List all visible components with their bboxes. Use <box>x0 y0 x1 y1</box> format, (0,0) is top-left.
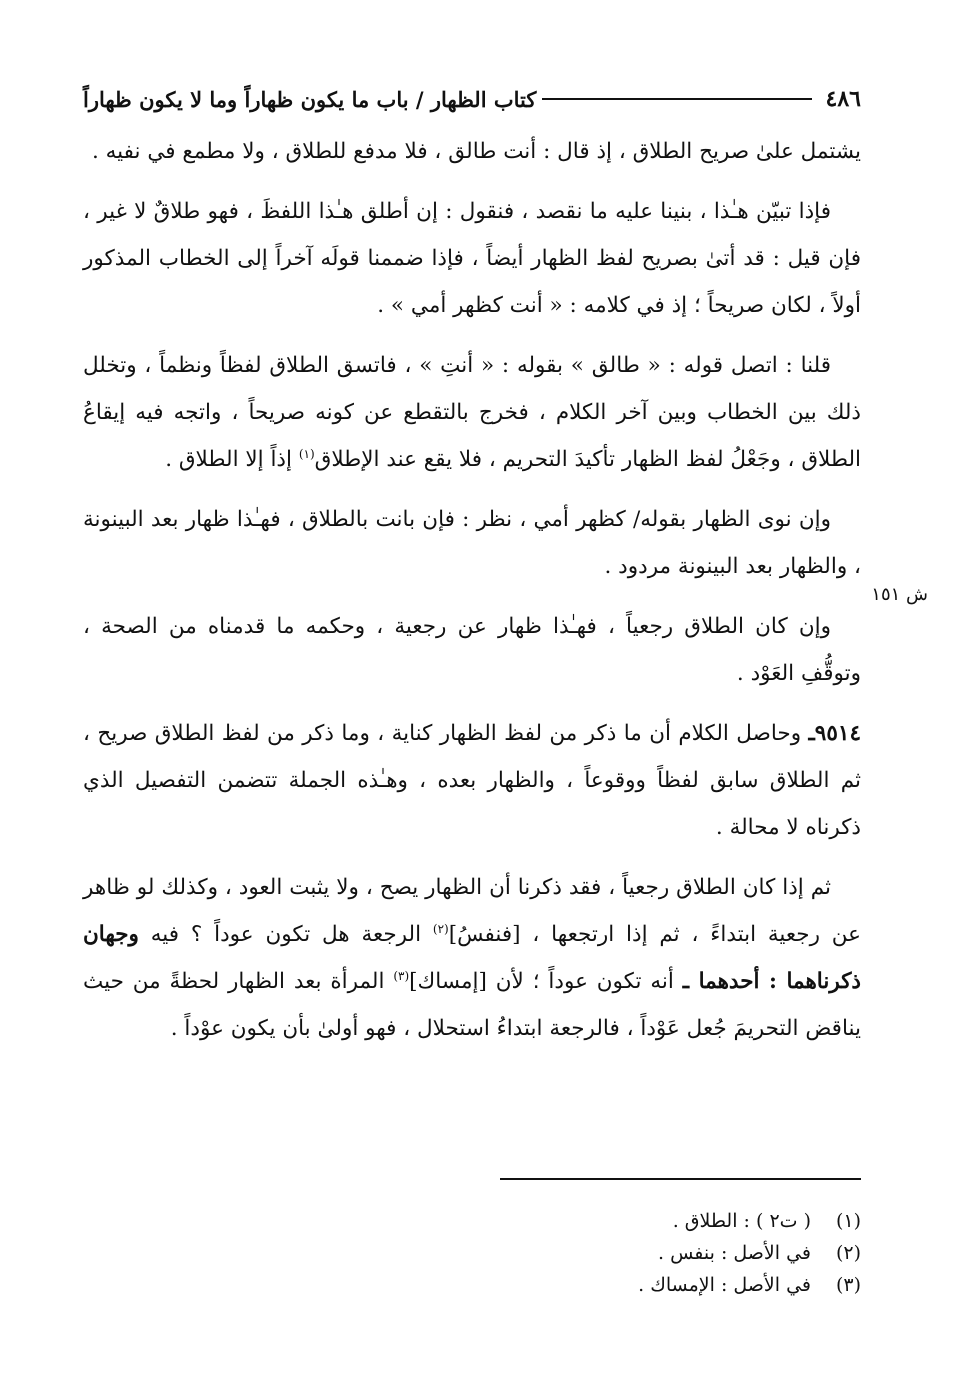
footnote-text: ( ت٢ ) : الطلاق . <box>672 1210 811 1232</box>
paragraph: يشتمل علىٰ صريح الطلاق ، إذ قال : أنت طالق ، فلا مدفع للطلاق ، ولا مطمع في نفيه . <box>91 139 861 164</box>
paragraph-text: قلنا : اتصل قوله : « طالق » بقوله : « أنتِ » ، فاتسق الطلاق لفظاً ونظماً ، وتخلل ذلك بين الخطاب وبين آخر الكلام ، فخرج بالتقطع عن كونه صريحاً ، واتجه فيه إيقاعُ الطلاق ، وجَعْلُ لفظ الظهار تأكيدَ التحريم ، فلا يقع عند الإطلاق <box>83 353 861 472</box>
paragraph-text: ثم إذا كان الطلاق رجعياً ، فقد ذكرنا أن الظهار يصح ، ولا يثبت العود ، وكذلك لو ظاهر عن رجعية ابتداءً ، ثم إذا ارتجعها ، [فنفسُ] <box>83 875 861 947</box>
paragraph: وإن نوى الظهار بقوله/ كظهر أمي ، نظر : فإن بانت بالطلاق ، فهـٰذا ظهار بعد البينونة ، والظهار بعد البينونة مردود . <box>83 507 861 579</box>
page-header <box>83 82 861 116</box>
footnote-number: (١) <box>835 1210 861 1232</box>
header-rule <box>542 98 811 100</box>
footnote-text: في الأصل : بنفس . <box>657 1242 811 1264</box>
paragraph: فإذا تبيّن هـٰذا ، بنينا عليه ما نقصد ، فنقول : إن أطلق هـٰذا اللفظَ ، فهو طلاقٌ لا غير ، فإن قيل : قد أتىٰ بصريح لفظ الظهار أيضاً ، فإذا ضممنا قولَه آخراً إلى الخطاب المذكور أولاً ، لكان صريحاً ؛ إذ في كلامه : « أنت كظهر أمي » . <box>83 199 861 318</box>
paragraph-text: وحاصل الكلام أن ما ذكر من لفظ الظهار كناية ، وما ذكر من لفظ الطلاق صريح ، ثم الطلاق سابق لفظاً ووقوعاً ، والظهار بعده ، وهـٰذه الجملة تتضمن التفصيل الذي ذكرناه لا محالة . <box>83 721 861 840</box>
paragraph-text: المرأة بعد الظهار لحظةً من حيث يناقض التحريمَ جُعل عَوْداً ، فالرجعة ابتداءُ استحلال ، فهو أولىٰ بأن يكون عوْداً . <box>83 969 861 1041</box>
footnote <box>400 1269 861 1301</box>
paragraph <box>83 342 861 483</box>
numbered-paragraph <box>83 710 861 851</box>
paragraph: وإن كان الطلاق رجعياً ، فهـٰذا ظهار عن رجعية ، وحكمه ما قدمناه من الصحة ، وتوقُّفِ العَوْد . <box>83 614 861 686</box>
footnote <box>400 1237 861 1269</box>
footnote-ref: (٢) <box>432 921 449 936</box>
running-title: كتاب الظهار / باب ما يكون ظهاراً وما لا يكون ظهاراً <box>83 86 537 112</box>
paragraph-text: الرجعة هل تكون عوداً ؟ فيه <box>138 922 433 947</box>
page-number: ٤٨٦ <box>825 86 861 112</box>
footnote-rule <box>500 1178 861 1180</box>
footnote-number: (٢) <box>835 1242 861 1264</box>
footnote-text: في الأصل : الإمساك . <box>638 1274 811 1296</box>
paragraph-text: أنه تكون عوداً ؛ لأن [إمساك] <box>409 969 683 994</box>
footnote-number: (٣) <box>835 1274 861 1296</box>
footnote-ref: (١) <box>298 446 315 461</box>
section-number: ٩٥١٤ـ <box>808 721 861 746</box>
main-text <box>83 128 861 1065</box>
footnotes <box>400 1205 861 1301</box>
manuscript-folio-note: ش ١٥١ <box>871 584 928 605</box>
paragraph-text: إذاً إلا الطلاق . <box>165 447 299 472</box>
paragraph <box>83 864 861 1052</box>
bold-phrase: وجهان ذكرناهما : أحدهما ـ <box>83 922 861 994</box>
footnote-ref: (٣) <box>393 968 410 983</box>
footnote <box>400 1205 861 1237</box>
